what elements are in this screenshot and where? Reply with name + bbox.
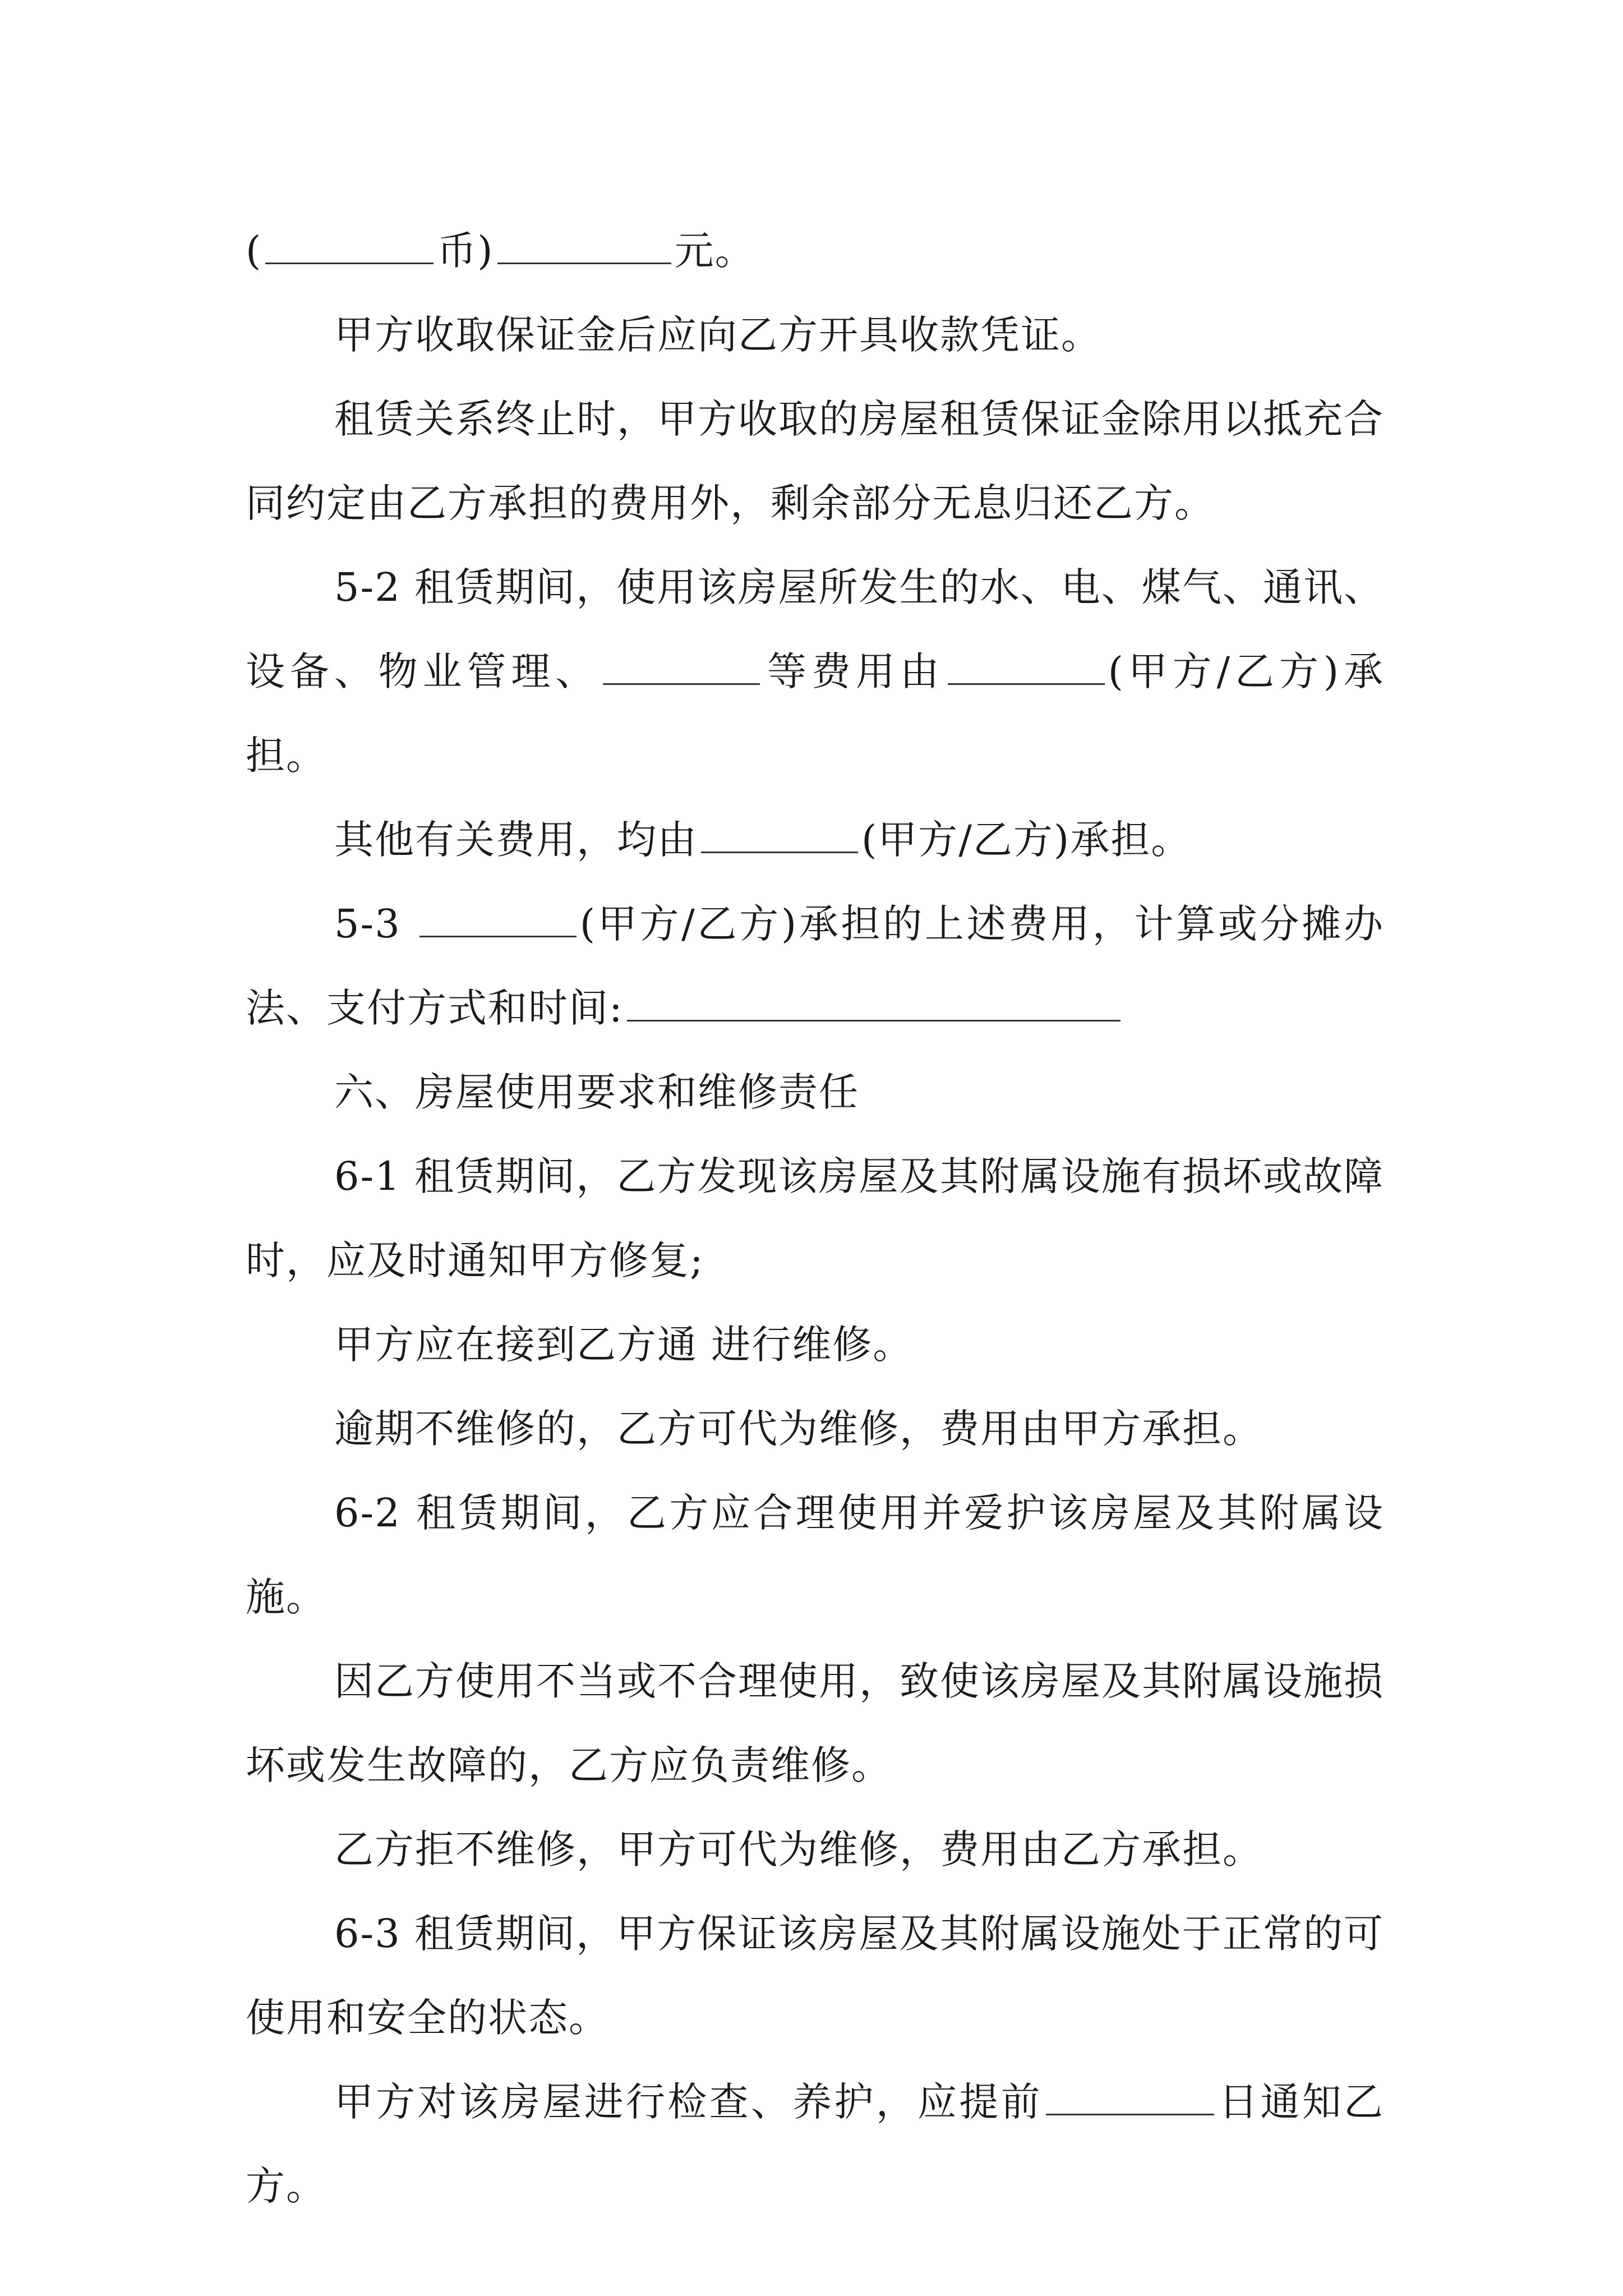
blank-notice-days xyxy=(1046,2079,1214,2115)
paragraph-improper-use: 因乙方使用不当或不合理使用，致使该房屋及其附属设施损坏或发生故障的，乙方应负责维修。 xyxy=(246,1658,1384,1788)
paragraph-6-3: 6-3 租赁期间，甲方保证该房屋及其附属设施处于正常的可使用和安全的状态。 xyxy=(246,1911,1384,2041)
paragraph-receipt: 甲方收取保证金后应向乙方开具收款凭证。 xyxy=(334,312,1101,358)
blank-party xyxy=(419,901,577,937)
paragraph-inspection-notice: 甲方对该房屋进行检查、养护，应提前 日通知乙方。 xyxy=(246,2079,1385,2209)
blank-currency xyxy=(265,228,434,264)
paragraph-other-fees: 其他有关费用，均由 (甲方/乙方)承担。 xyxy=(334,817,1192,863)
paragraph-6-1: 6-1 租赁期间，乙方发现该房屋及其附属设施有损坏或故障时，应及时通知甲方修复; xyxy=(246,1153,1384,1283)
blank-amount xyxy=(497,228,671,264)
paragraph-repair-notice: 甲方应在接到乙方通 进行维修。 xyxy=(334,1322,914,1368)
paragraph-refuse-repair: 乙方拒不维修，甲方可代为维修，费用由乙方承担。 xyxy=(334,1826,1263,1872)
blank-fee-bearer xyxy=(948,648,1105,685)
paragraph-6-2: 6-2 租赁期间，乙方应合理使用并爱护该房屋及其附属设施。 xyxy=(246,1490,1384,1620)
blank-other-fee-bearer xyxy=(701,817,858,853)
paragraph-5-2: 5-2 租赁期间，使用该房屋所发生的水、电、煤气、通讯、设备、物业管理、 等费用由 (甲方/乙方)承担。 xyxy=(246,564,1385,779)
blank-other-fees xyxy=(603,648,760,685)
paragraph-deposit-amount: ( 币) 元。 xyxy=(246,228,755,274)
paragraph-overdue-repair: 逾期不维修的，乙方可代为维修，费用由甲方承担。 xyxy=(334,1406,1263,1452)
paragraph-5-3: 5-3 (甲方/乙方)承担的上述费用，计算或分摊办法、支付方式和时间: xyxy=(246,901,1384,1031)
document-body xyxy=(246,209,1384,2228)
paragraph-deposit-return: 租赁关系终止时，甲方收取的房屋租赁保证金除用以抵充合同约定由乙方承担的费用外，剩余部分无息归还乙方。 xyxy=(246,396,1384,526)
section-heading-6: 六、房屋使用要求和维修责任 xyxy=(334,1069,859,1115)
blank-payment-method xyxy=(627,985,1121,1022)
